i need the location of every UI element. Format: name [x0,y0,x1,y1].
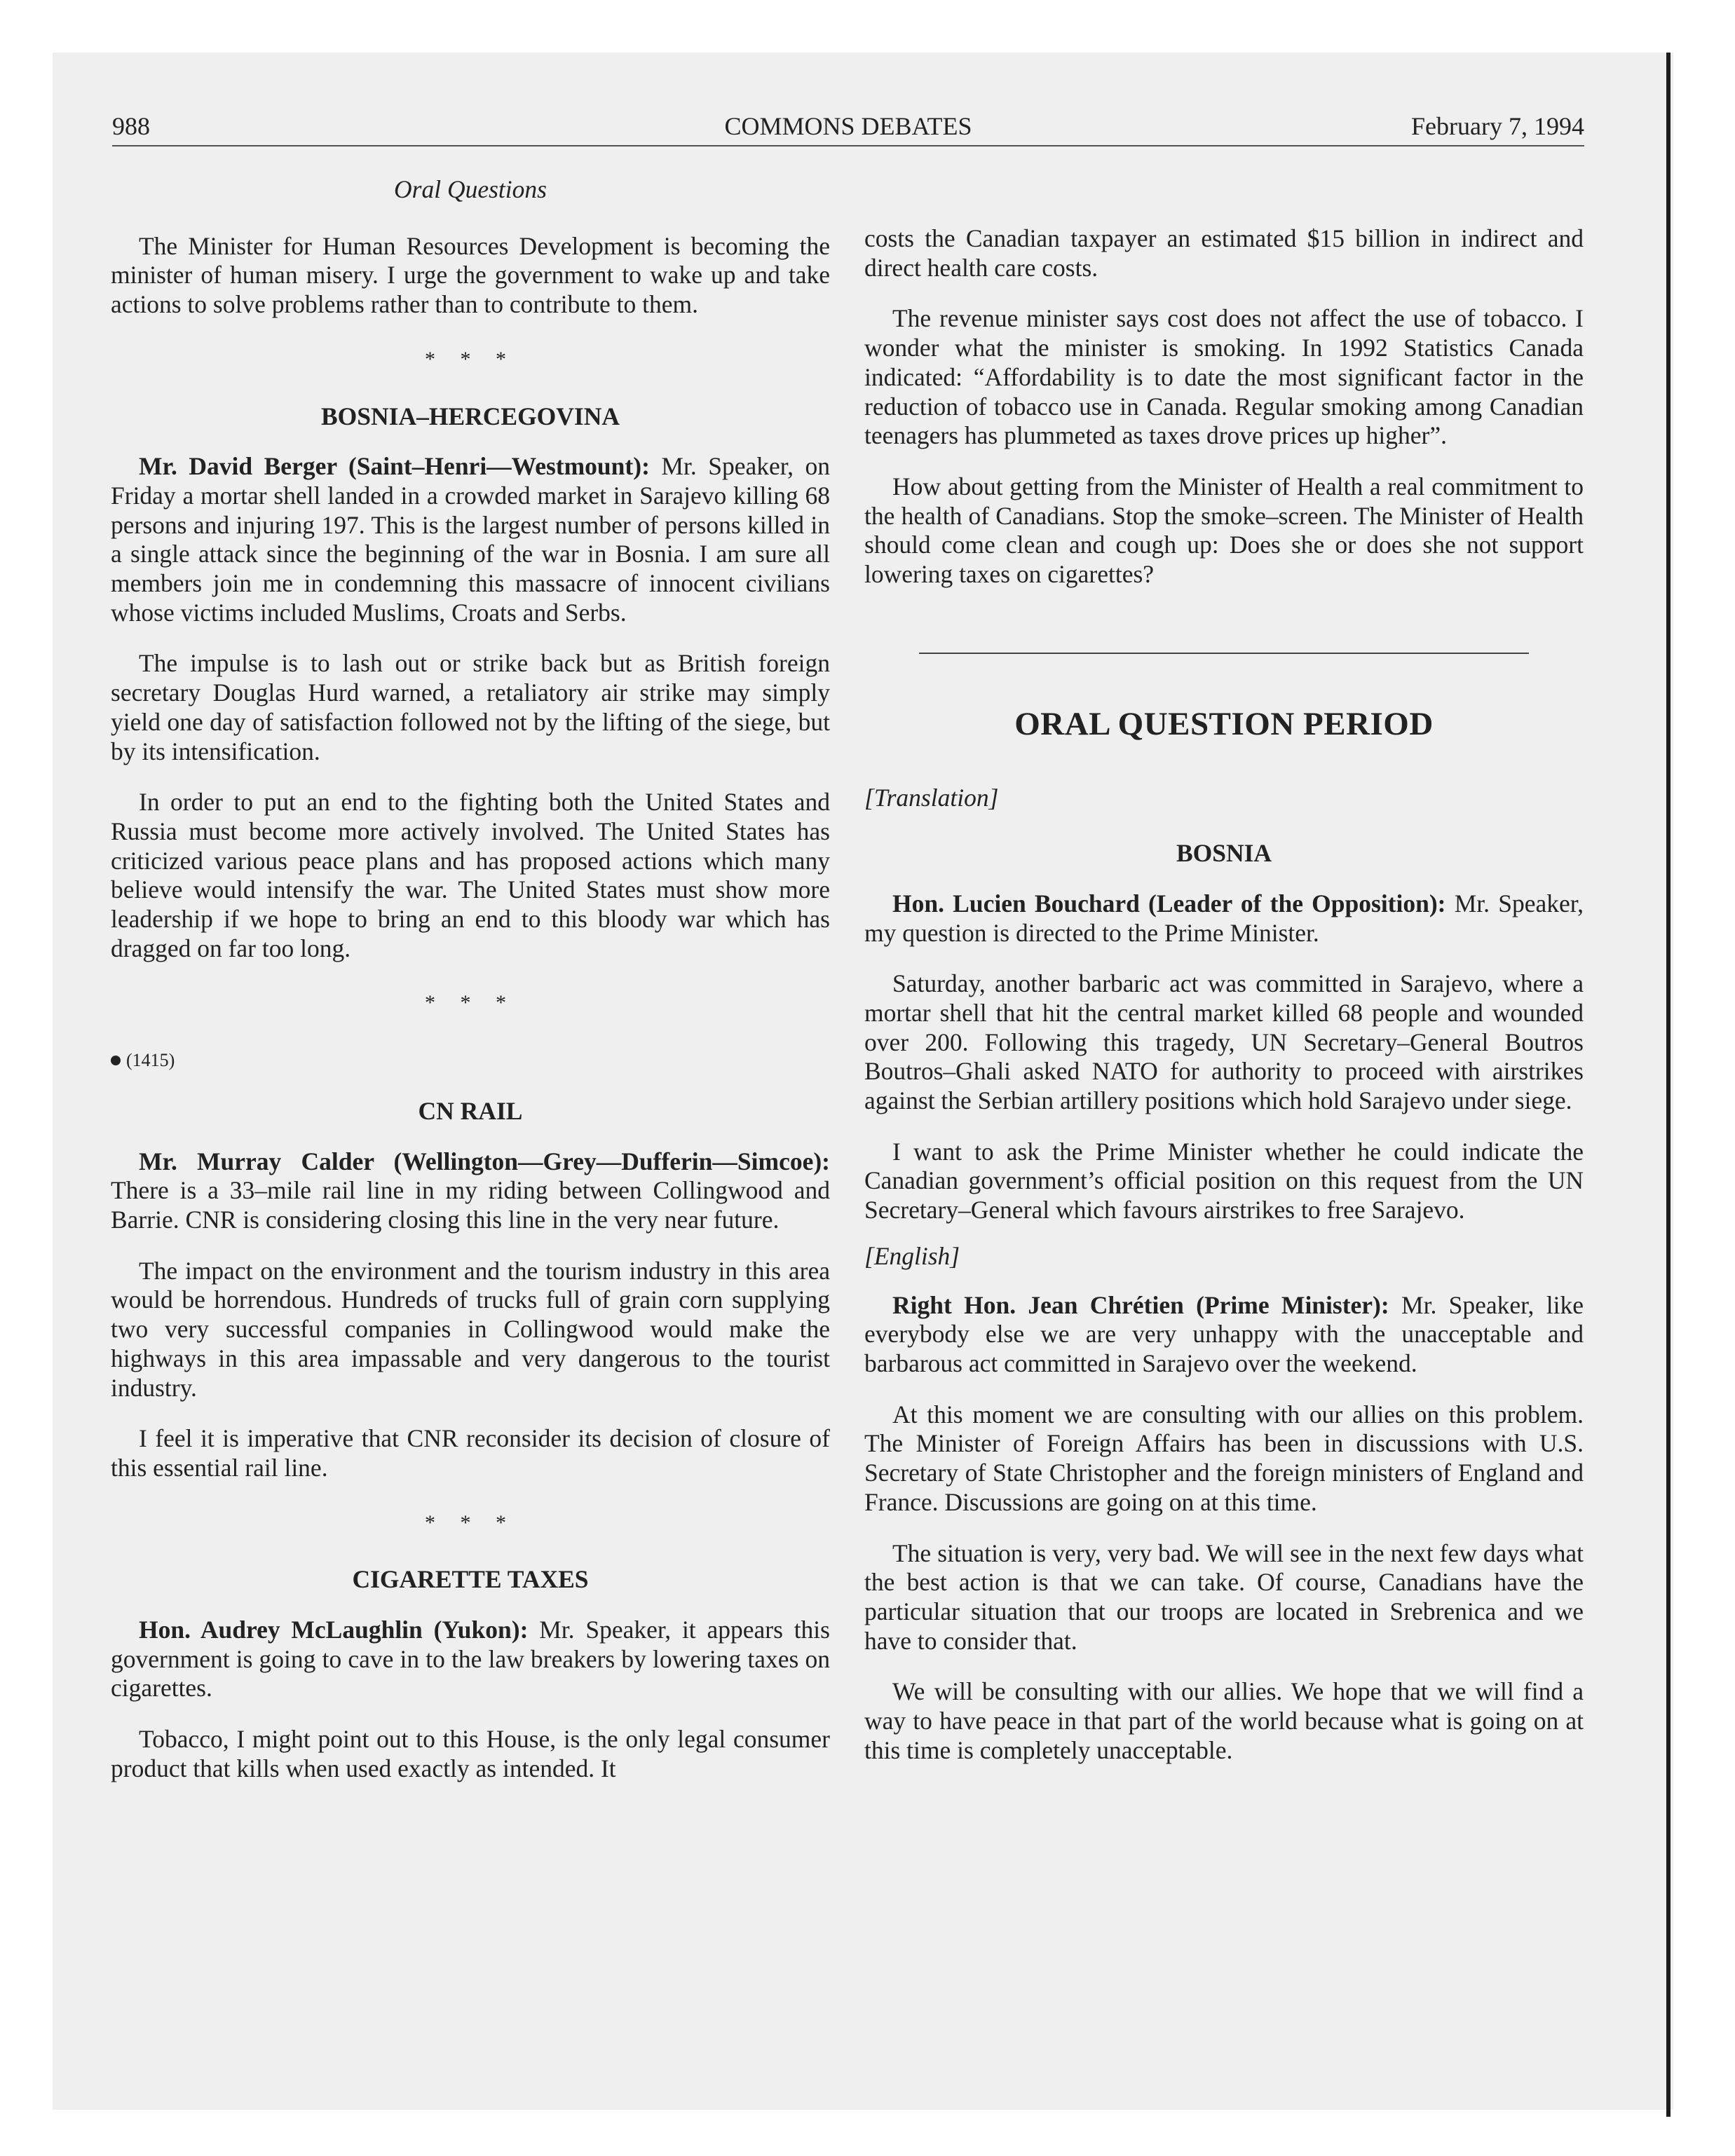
heading-bosnia-hercegovina: BOSNIA–HERCEGOVINA [320,402,620,430]
paragraph: The revenue minister says cost does not affect the use of tobacco. I wonder what the minister is smoking. In 1992 Statistics Canada indicated: “Affordability is to date the most significant factor in the reduction of tobacco use in Canada. Regular smoking among Canadian teenagers has plummeted as taxes drove prices up higher”. [864,304,1584,450]
publication-title: COMMONS DEBATES [724,112,972,140]
section-separator: * * * [425,347,516,371]
language-marker-translation: [Translation] [864,784,999,812]
section-separator: * * * [425,991,516,1015]
heading-oral-question-period: ORAL QUESTION PERIOD [1014,705,1434,742]
paragraph-calder [111,1147,830,1235]
time-marker [111,1046,830,1075]
speech-text: Mr. Speaker, my question is directed to the Prime Minister. [864,889,1584,947]
speech-text: Mr. Speaker, on Friday a mortar shell landed in a crowded market in Sarajevo killing 68 persons and injuring 197. This is the largest number of persons killed in a single attack since the beginning of the war in Bosnia. I am sure all members join me in condemning this massacre of innocent civilians whose victims included Muslims, Croats and Serbs. [111,452,830,627]
paragraph: The Minister for Human Resources Development is becoming the minister of human misery. I urge the government to wake up and take actions to solve problems rather than to contribute to them. [111,231,830,319]
paragraph: Tobacco, I might point out to this House, is the only legal consumer product that kills when used exactly as intended. It [111,1725,830,1782]
paragraph: We will be consulting with our allies. We hope that we will find a way to have peace in that part of the world because what is going on at this time is completely unacceptable. [864,1677,1584,1764]
heading-cigarette-taxes: CIGARETTE TAXES [352,1565,589,1594]
bullet-icon [111,1056,121,1065]
paragraph: How about getting from the Minister of Health a real commitment to the health of Canadians. Stop the smoke–screen. The Minister of Health should come clean and cough up: Does she or does she not support lowering taxes on cigarettes? [864,472,1584,589]
speech-text: Mr. Speaker, like everybody else we are very unhappy with the unacceptable and barbarous act committed in Sarajevo over the weekend. [864,1290,1584,1377]
paragraph: Saturday, another barbaric act was committed in Sarajevo, where a mortar shell that hit the central market killed 68 people and wounded over 200. Following this tragedy, UN Secretary–General Boutros Boutros–Ghali asked NATO for authority to proceed with airstrikes against the Serbian artillery positions which hold Sarajevo under siege. [864,969,1584,1115]
page-edge-shadow [1666,53,1671,2117]
speaker-name: Right Hon. Jean Chrétien (Prime Minister): [892,1290,1389,1319]
language-marker-english: [English] [864,1241,960,1270]
section-label: Oral Questions [394,175,547,203]
speaker-name: Hon. Audrey McLaughlin (Yukon): [139,1616,529,1644]
speech-text: Mr. Speaker, it appears this government is going to cave in to the law breakers by lowering taxes on cigarettes. [111,1616,830,1703]
heading-cn-rail: CN RAIL [418,1096,523,1125]
paragraph: I want to ask the Prime Minister whether he could indicate the Canadian government’s official position on this request from the UN Secretary–General which favours airstrikes to free Sarajevo. [864,1137,1584,1224]
speaker-name: Hon. Lucien Bouchard (Leader of the Opposition): [892,889,1446,917]
speaker-name: Mr. David Berger (Saint–Henri—Westmount): [139,452,650,481]
paragraph-chretien [864,1291,1584,1379]
heading-bosnia: BOSNIA [1176,839,1272,868]
right-column [864,224,1584,1787]
time-marker-text: (1415) [126,1050,175,1071]
running-header [112,105,1584,147]
section-separator: * * * [425,1510,516,1534]
paragraph: The impact on the environment and the tourism industry in this area would be horrendous. Hundreds of trucks full of grain corn supplying two very successful companies in Collingwood would make the highways in this area impassable and very dangerous to the tourist industry. [111,1256,830,1402]
paragraph: The impulse is to lash out or strike back but as British foreign secretary Douglas Hurd warned, a retaliatory air strike may simply yield one day of satisfaction followed not by the lifting of the siege, but by its intensification. [111,649,830,765]
paragraph-continued: costs the Canadian taxpayer an estimated $15 billion in indirect and direct health care costs. [864,224,1584,282]
section-divider [919,653,1529,654]
speaker-name: Mr. Murray Calder (Wellington—Grey—Dufferin—Simcoe): [139,1147,830,1175]
left-column [111,175,830,1806]
header-rule [112,145,1584,146]
page-number: 988 [112,112,150,140]
speech-text: There is a 33–mile rail line in my riding between Collingwood and Barrie. CNR is considering closing this line in the very near future. [111,1176,830,1234]
paragraph-berger [111,452,830,627]
paragraph-bouchard [864,889,1584,948]
paragraph: I feel it is imperative that CNR reconsider its decision of closure of this essential rail line. [111,1424,830,1482]
paragraph: At this moment we are consulting with our allies on this problem. The Minister of Foreign Affairs has been in discussions with U.S. Secretary of State Christopher and the foreign ministers of England and France. Discussions are going on at this time. [864,1400,1584,1516]
publication-date: February 7, 1994 [1411,112,1584,140]
paragraph-mclaughlin [111,1616,830,1703]
paragraph: The situation is very, very bad. We will see in the next few days what the best action is that we can take. Of course, Canadians have the particular situation that our troops are located in Srebrenica and we have to consider that. [864,1538,1584,1655]
paragraph: In order to put an end to the fighting both the United States and Russia must become more actively involved. The United States has criticized various peace plans and has proposed actions which many believe would intensify the war. The United States must show more leadership if we hope to bring an end to this bloody war which has dragged on far too long. [111,788,830,962]
